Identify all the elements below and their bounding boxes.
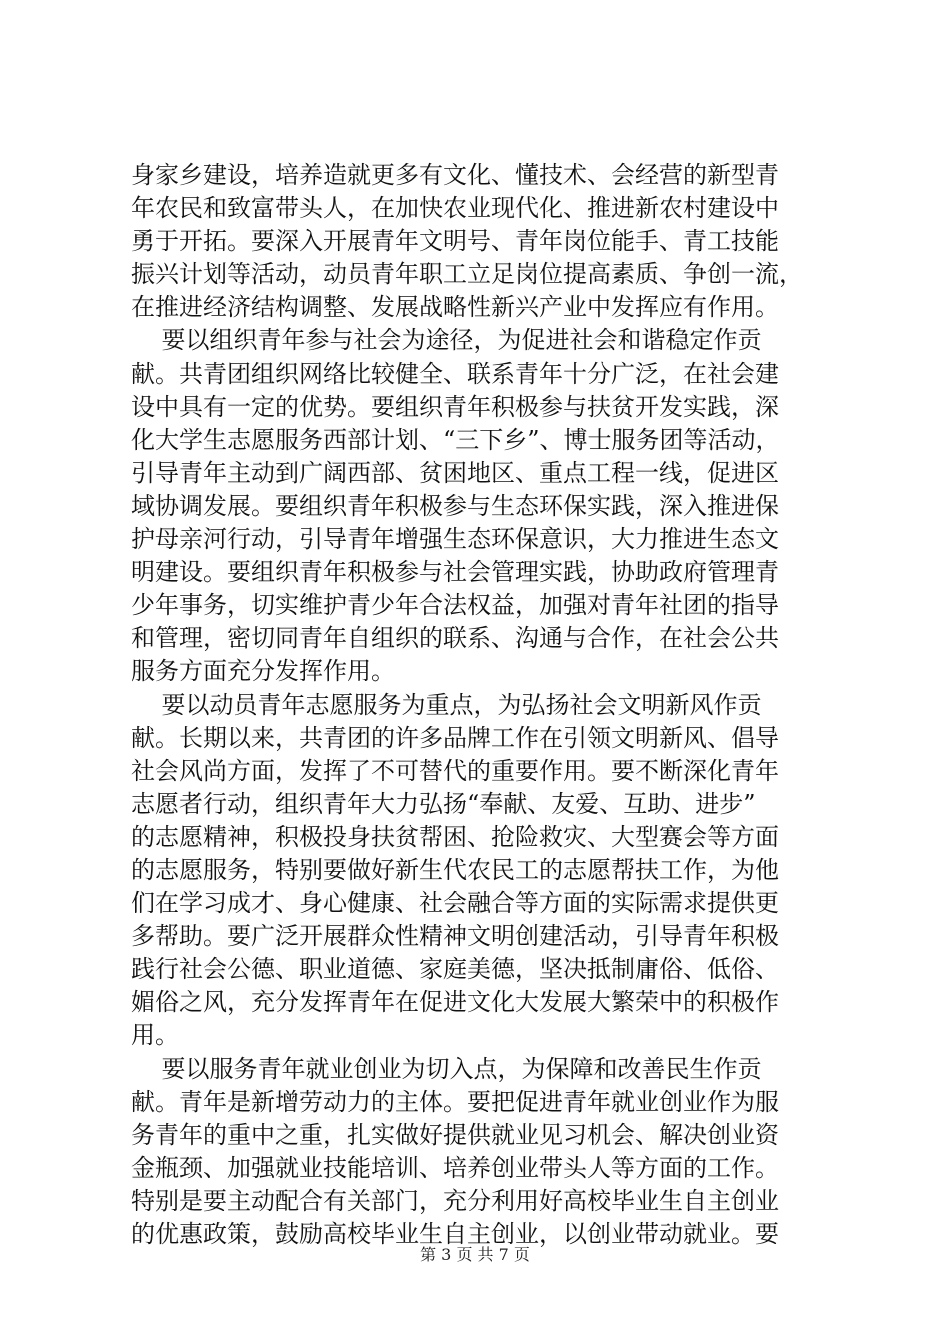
text-line: 和管理，密切同青年自组织的联系、沟通与合作，在社会公共 [131, 624, 779, 653]
text-line: 媚俗之风，充分发挥青年在促进文化大发展大繁荣中的积极作 [131, 988, 779, 1017]
text-line: 务青年的重中之重，扎实做好提供就业见习机会、解决创业资 [131, 1120, 779, 1149]
text-line: 域协调发展。要组织青年积极参与生态环保实践，深入推进保 [131, 491, 779, 520]
text-line: 献。青年是新增劳动力的主体。要把促进青年就业创业作为服 [131, 1087, 779, 1116]
text-line: 的志愿服务，特别要做好新生代农民工的志愿帮扶工作，为他 [131, 855, 779, 884]
text-line: 用。 [131, 1021, 179, 1050]
text-line: 勇于开拓。要深入开展青年文明号、青年岗位能手、青工技能 [131, 227, 779, 256]
text-line: 献。共青团组织网络比较健全、联系青年十分广泛，在社会建 [131, 359, 779, 388]
text-line: 的志愿精神，积极投身扶贫帮困、抢险救灾、大型赛会等方面 [131, 822, 779, 851]
text-line: 要以服务青年就业创业为切入点，为保障和改善民生作贡 [131, 1054, 762, 1083]
text-line: 服务方面充分发挥作用。 [131, 657, 395, 686]
text-line: 们在学习成才、身心健康、社会融合等方面的实际需求提供更 [131, 889, 779, 918]
text-line: 设中具有一定的优势。要组织青年积极参与扶贫开发实践，深 [131, 392, 779, 421]
text-line: 少年事务，切实维护青少年合法权益，加强对青年社团的指导 [131, 591, 779, 620]
text-line: 化大学生志愿服务西部计划、“三下乡”、博士服务团等活动， [131, 425, 780, 454]
text-line: 志愿者行动，组织青年大力弘扬“奉献、友爱、互助、进步” [131, 789, 756, 818]
text-line: 明建设。要组织青年积极参与社会管理实践，协助政府管理青 [131, 558, 779, 587]
text-line: 的优惠政策，鼓励高校毕业生自主创业，以创业带动就业。要 [131, 1220, 779, 1248]
text-line: 要以组织青年参与社会为途径，为促进社会和谐稳定作贡 [131, 326, 762, 355]
text-line: 引导青年主动到广阔西部、贫困地区、重点工程一线，促进区 [131, 458, 779, 487]
text-line: 要以动员青年志愿服务为重点，为弘扬社会文明新风作贡 [131, 690, 762, 719]
text-line: 振兴计划等活动，动员青年职工立足岗位提高素质、争创一流， [131, 260, 803, 289]
text-line: 多帮助。要广泛开展群众性精神文明创建活动，引导青年积极 [131, 922, 779, 951]
text-line: 特别是要主动配合有关部门，充分利用好高校毕业生自主创业 [131, 1186, 779, 1215]
text-line: 献。长期以来，共青团的许多品牌工作在引领文明新风、倡导 [131, 723, 779, 752]
text-line: 年农民和致富带头人，在加快农业现代化、推进新农村建设中 [131, 194, 779, 223]
document-body [131, 159, 831, 1251]
text-line: 社会风尚方面，发挥了不可替代的重要作用。要不断深化青年 [131, 756, 779, 785]
text-line: 护母亲河行动，引导青年增强生态环保意识，大力推进生态文 [131, 525, 779, 554]
page-footer: 第 3 页 共 7 页 [420, 1245, 530, 1264]
text-line: 金瓶颈、加强就业技能培训、培养创业带头人等方面的工作。 [131, 1153, 779, 1182]
text-line: 身家乡建设，培养造就更多有文化、懂技术、会经营的新型青 [131, 161, 779, 189]
text-line: 在推进经济结构调整、发展战略性新兴产业中发挥应有作用。 [131, 293, 779, 322]
text-line: 践行社会公德、职业道德、家庭美德，坚决抵制庸俗、低俗、 [131, 955, 779, 984]
